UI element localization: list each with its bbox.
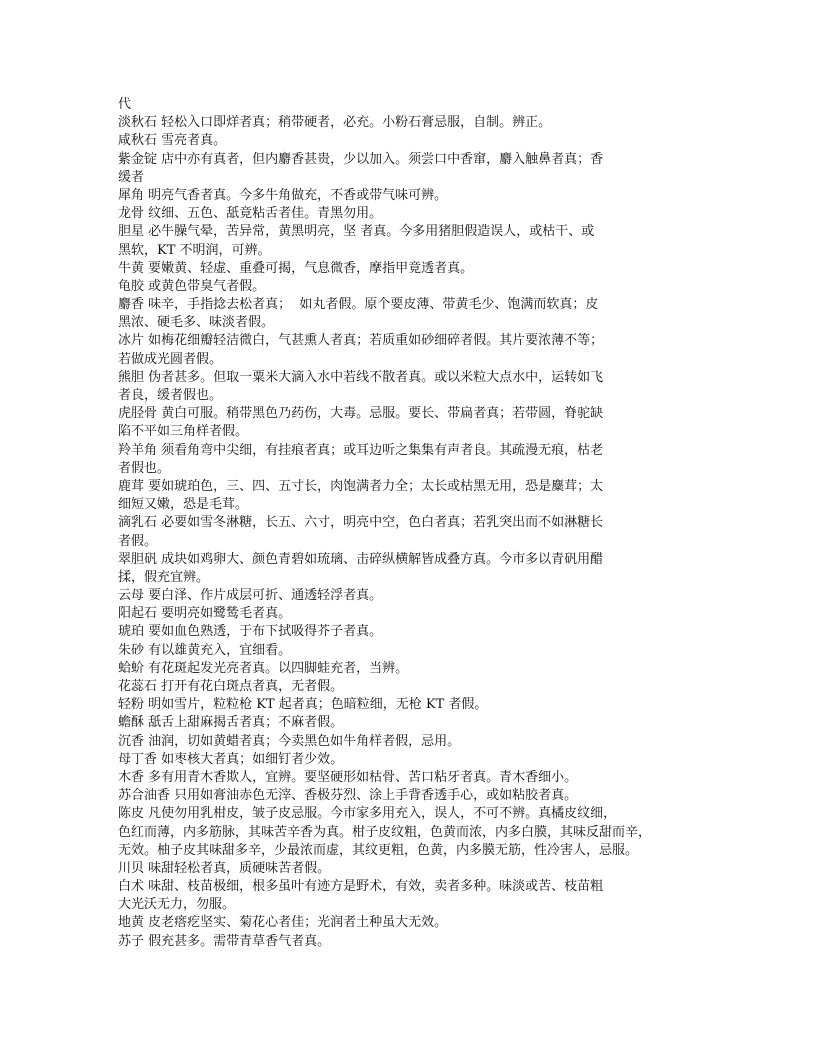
text-line: 虎胫骨 黄白可服。稍带黑色乃药伤，大毒。忌服。要长、带扁者真；若带圆，脊驼缺	[118, 406, 604, 422]
text-line: 木香 多有用青木香欺人，宜辨。要坚硬形如枯骨、苦口粘牙者真。青木香细小。	[118, 769, 578, 785]
text-line: 鹿茸 要如琥珀色，三、四、五寸长，肉饱满者力全；太长或枯黑无用，恐是麋茸；太	[118, 478, 604, 494]
text-line: 地黄 皮老瘩疙坚实、菊花心者佳；光润者土种虽大无效。	[118, 915, 448, 931]
text-line: 熊胆 伪者甚多。但取一粟米大滴入水中若线不散者真。或以米粒大点水中，运转如飞	[118, 369, 604, 385]
document-body	[118, 96, 708, 951]
text-line: 龙骨 纹细、五色、舐竟粘舌者佳。青黑勿用。	[118, 206, 383, 222]
text-line: 阳起石 要明亮如鹭鸶毛者真。	[118, 606, 292, 622]
text-line: 色红而薄，内多筋脉，其味苦辛香为真。柑子皮纹粗，色黄而浓，内多白膜，其味反甜而辛，	[118, 824, 652, 840]
text-line: 紫金锭 店中亦有真者，但内麝香甚贵，少以加入。须尝口中香窜，麝入触鼻者真；香	[118, 151, 604, 167]
text-line: 云母 要白泽、作片成层可折、通透轻浮者真。	[118, 588, 383, 604]
text-line: 代	[118, 97, 132, 112]
text-line: 羚羊角 须看角弯中尖细，有挂痕者真；或耳边听之集集有声者良。其疏漫无痕，枯老	[118, 442, 604, 458]
text-line: 川贝 味甜轻松者真，质硬味苦者假。	[118, 860, 331, 876]
text-line: 缓者	[118, 169, 145, 185]
text-line: 冰片 如梅花细瓣轻洁微白，气甚熏人者真；若质重如砂细碎者假。其片要浓薄不等；	[118, 333, 604, 349]
text-line: 蛤蚧 有花斑起发光亮者真。以四脚蛙充者，当辨。	[118, 660, 409, 676]
text-line: 花蕊石 打开有花白斑点者真，无者假。	[118, 679, 344, 694]
text-line: 黑软，KT 不明润，可辨。	[118, 242, 271, 258]
text-line: 若做成光圆者假。	[118, 351, 223, 367]
text-line: 琥珀 要如血色熟透，于布下拭吸得芥子者真。	[118, 624, 383, 640]
text-line: 白术 味甜、枝苗极细，根多虽叶有迹方是野术，有效，卖者多种。味淡或苦、枝苗粗	[118, 879, 604, 895]
text-line: 蟾酥 舐舌上甜麻揭舌者真；不麻者假。	[118, 715, 344, 731]
text-line: 陷不平如三角样者假。	[118, 424, 249, 440]
text-line: 咸秋石 雪亮者真。	[118, 133, 227, 149]
text-line: 揉，假充宜辨。	[118, 569, 210, 585]
text-line: 无效。柚子皮其味甜多辛，少最浓而虚，其纹更粗，色黄，内多膜无筋，性冷害人，忌服。	[118, 842, 639, 858]
text-line: 沉香 油润，切如黄蜡者真；今卖黑色如牛角样者假，忌用。	[118, 733, 461, 749]
text-line: 者良，缓者假也。	[118, 388, 223, 403]
text-line: 龟胶 或黄色带臭气者假。	[118, 278, 266, 294]
text-line: 轻粉 明如雪片，粒粒枪 KT 起者真；色暗粒细，无枪 KT 者假。	[118, 697, 488, 713]
text-line: 牛黄 要嫩黄、轻虚、重叠可揭，气息微香，摩指甲竟透者真。	[118, 260, 474, 276]
text-line: 滴乳石 必要如雪冬淋糖，长五、六寸，明亮中空，色白者真；若乳突出而不如淋糖长	[118, 515, 604, 531]
text-line: 大光沃无力，勿服。	[118, 897, 236, 913]
text-line: 陈皮 凡使勿用乳柑皮，皱子皮忌服。今市家多用充入，误人，不可不辨。真橘皮纹细，	[118, 806, 617, 822]
text-line: 者假也。	[118, 460, 171, 476]
text-line: 朱砂 有以雄黄充入，宜细看。	[118, 642, 292, 658]
text-line: 犀角 明亮气香者真。今多牛角做充，不香或带气味可辨。	[118, 187, 448, 203]
text-line: 黑浓、硬毛多、味淡者假。	[118, 315, 275, 331]
text-line: 麝香 味辛，手指捻去松者真； 如丸者假。原个要皮薄、带黄毛少、饱满而软真；皮	[118, 297, 599, 313]
text-line: 苏合油香 只用如膏油赤色无滓、香极芬烈、涂上手背香透手心，或如粘胶者真。	[118, 788, 578, 804]
text-line: 胆星 必牛臊气晕，苦异常，黄黑明亮，坚 者真。今多用猪胆假造误人，或枯干、或	[118, 224, 595, 240]
text-line: 细短又嫩，恐是毛茸。	[118, 497, 249, 513]
text-line: 者假。	[118, 533, 158, 549]
text-line: 苏子 假充甚多。需带青草香气者真。	[118, 933, 331, 949]
text-line: 翠胆矾 成块如鸡卵大、颜色青碧如琉璃、击碎纵横解皆成叠方真。今市多以青矾用醋	[118, 551, 604, 567]
text-line: 淡秋石 轻松入口即烊者真；稍带硬者，必充。小粉石膏忌服，自制。辨正。	[118, 115, 552, 131]
text-line: 母丁香 如枣核大者真；如细钉者少效。	[118, 751, 344, 767]
